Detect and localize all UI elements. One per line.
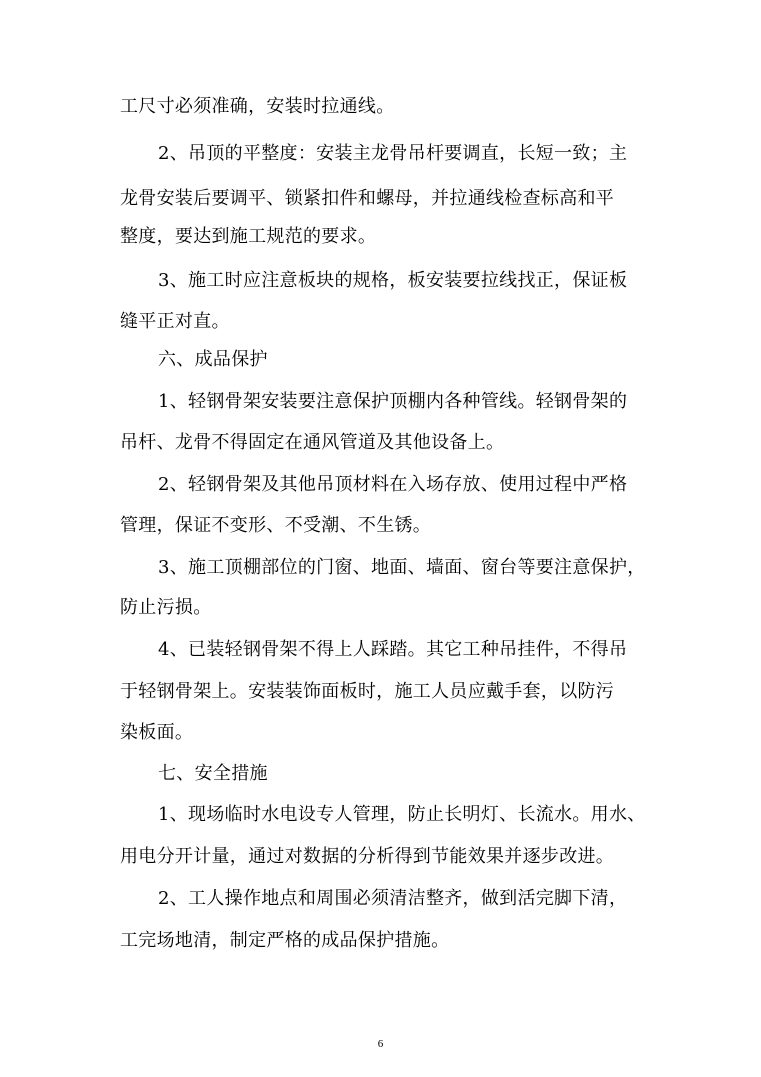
section-heading: 七、安全措施 [158,763,268,784]
text-line: 3、施工时应注意板块的规格，板安装要拉线找正，保证板 [158,270,628,291]
text-line: 工尺寸必须准确，安装时拉通线。 [120,96,395,117]
text-line: 缝平正对直。 [120,311,230,332]
text-line: 于轻钢骨架上。安装装饰面板时，施工人员应戴手套，以防污 [120,681,615,702]
text-line: 2、工人操作地点和周围必须清洁整齐，做到活完脚下清， [158,888,628,909]
text-line: 管理，保证不变形、不受潮、不生锈。 [120,515,432,536]
text-line: 3、施工顶棚部位的门窗、地面、墙面、窗台等要注意保护， [158,557,646,578]
section-heading: 六、成品保护 [158,349,268,370]
text-line: 1、现场临时水电设专人管理，防止长明灯、长流水。用水、 [158,804,646,825]
text-line: 2、轻钢骨架及其他吊顶材料在入场存放、使用过程中严格 [158,474,628,495]
text-line: 工完场地清，制定严格的成品保护措施。 [120,930,450,951]
page-number: 6 [377,1038,384,1050]
text-line: 整度，要达到施工规范的要求。 [120,226,377,247]
text-line: 吊杆、龙骨不得固定在通风管道及其他设备上。 [120,432,505,453]
text-line: 4、已装轻钢骨架不得上人踩踏。其它工种吊挂件，不得吊 [158,639,628,660]
text-line: 1、轻钢骨架安装要注意保护顶棚内各种管线。轻钢骨架的 [158,391,628,412]
text-line: 2、吊顶的平整度：安装主龙骨吊杆要调直，长短一致；主 [158,143,628,164]
text-line: 用电分开计量，通过对数据的分析得到节能效果并逐步改进。 [120,846,615,867]
text-line: 龙骨安装后要调平、锁紧扣件和螺母，并拉通线检查标高和平 [120,188,615,209]
text-line: 染板面。 [120,722,194,743]
text-line: 防止污损。 [120,597,212,618]
